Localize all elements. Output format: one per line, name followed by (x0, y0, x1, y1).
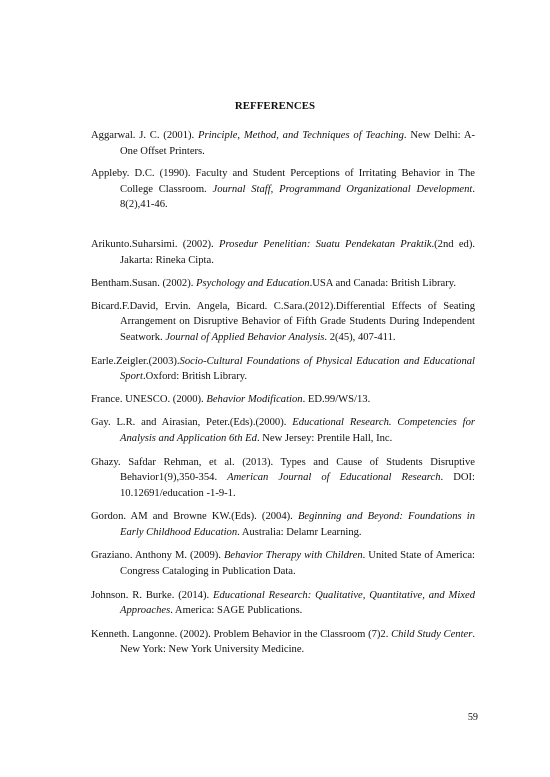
reference-text: . ED.99/WS/13. (302, 393, 371, 405)
reference-text: . New Delhi: A-One Offset Printers. (120, 130, 476, 157)
reference-title: Behavior Modification (206, 393, 303, 405)
reference-entry (91, 354, 475, 385)
reference-title: Behavior Therapy with Children (223, 550, 363, 562)
reference-entry (91, 237, 475, 268)
references-heading: REFFERENCES (234, 100, 316, 112)
reference-text: . New York: New York University Medicine. (120, 628, 475, 656)
reference-title: Socio-Cultural Foundations of Physical Education and Educational Sport (120, 355, 475, 383)
reference-title: American Journal of Educational Research (227, 472, 441, 484)
reference-entry (91, 588, 475, 619)
reference-entry (91, 166, 475, 213)
reference-text: Arikunto.Suharsimi. (2002). (91, 238, 219, 250)
reference-text: Gay. L.R. and Airasian, Peter.(Eds).(2000). (91, 417, 293, 429)
page-number: 59 (467, 712, 478, 723)
reference-entry (91, 509, 475, 540)
reference-text: . America: SAGE Publications. (170, 605, 303, 617)
reference-entry (91, 455, 475, 502)
reference-title: Child Study Center (391, 628, 473, 640)
reference-text: . United State of America: Congress Cataloging in Publication Data. (120, 550, 475, 578)
reference-text: Kenneth. Langonne. (2002). Problem Behavior in the Classroom (7)2. (91, 628, 392, 640)
reference-title: Journal Staff, Programmand Organizational Development (212, 183, 473, 195)
reference-entry (91, 627, 475, 658)
reference-entry (91, 128, 475, 159)
reference-title: Educational Research: Qualitative, Quantitative, and Mixed Approaches (120, 589, 475, 617)
reference-text: .USA and Canada: British Library. (309, 278, 457, 290)
reference-text: .(2nd ed). Jakarta: Rineka Cipta. (120, 238, 476, 266)
reference-entry (91, 276, 475, 292)
reference-text: Bentham.Susan. (2002). (91, 278, 197, 290)
reference-text: Aggarwal. J. C. (2001). (91, 130, 198, 141)
reference-text: . DOI: 10.12691/education -1-9-1. (120, 472, 475, 499)
reference-text: Bicard.F.David, Ervin. Angela, Bicard. C.Sara.(2012).Differential Effects of Seating Arrangement on Disruptive Behavior of Fifth Grade Students During Independent Seatwork. (91, 300, 475, 343)
reference-text: France. UNESCO. (2000). (91, 393, 207, 405)
reference-text: . 2(45), 407-411. (324, 331, 396, 343)
reference-list (91, 128, 475, 658)
reference-entry (91, 415, 475, 446)
reference-text: . 8(2),41-46. (120, 183, 475, 211)
reference-title: Psychology and Education (196, 278, 310, 290)
reference-text: . New Jersey: Prentile Hall, Inc. (256, 432, 393, 444)
reference-title: Beginning and Beyond: Foundations in Early Childhood Education (120, 511, 475, 538)
reference-title: Educational Research. Competencies for Analysis and Application 6th Ed (120, 417, 475, 444)
reference-title: Prosedur Penelitian: Suatu Pendekatan Praktik (218, 238, 432, 250)
reference-entry (91, 548, 475, 579)
reference-title: Principle, Method, and Techniques of Teaching (197, 130, 404, 141)
reference-text: . Australia: Delamr Learning. (237, 526, 362, 538)
reference-title: Journal of Applied Behavior Analysis (165, 331, 325, 343)
reference-text: Ghazy. Safdar Rehman, et al. (2013). Types and Cause of Students Disruptive Behavior1(9),350-354. (91, 456, 475, 484)
reference-text: Johnson. R. Burke. (2014). (91, 589, 214, 601)
reference-entry (91, 392, 475, 408)
reference-text: Appleby. D.C. (1990). Faculty and Student Perceptions of Irritating Behavior in The College Classroom. (91, 168, 475, 195)
reference-text: Graziano. Anthony M. (2009). (91, 550, 224, 562)
reference-text: .Oxford: British Library. (142, 371, 248, 383)
reference-text: Earle.Zeigler.(2003). (91, 355, 180, 367)
reference-text: Gordon. AM and Browne KW.(Eds). (2004). (91, 511, 298, 523)
reference-entry (91, 299, 475, 346)
